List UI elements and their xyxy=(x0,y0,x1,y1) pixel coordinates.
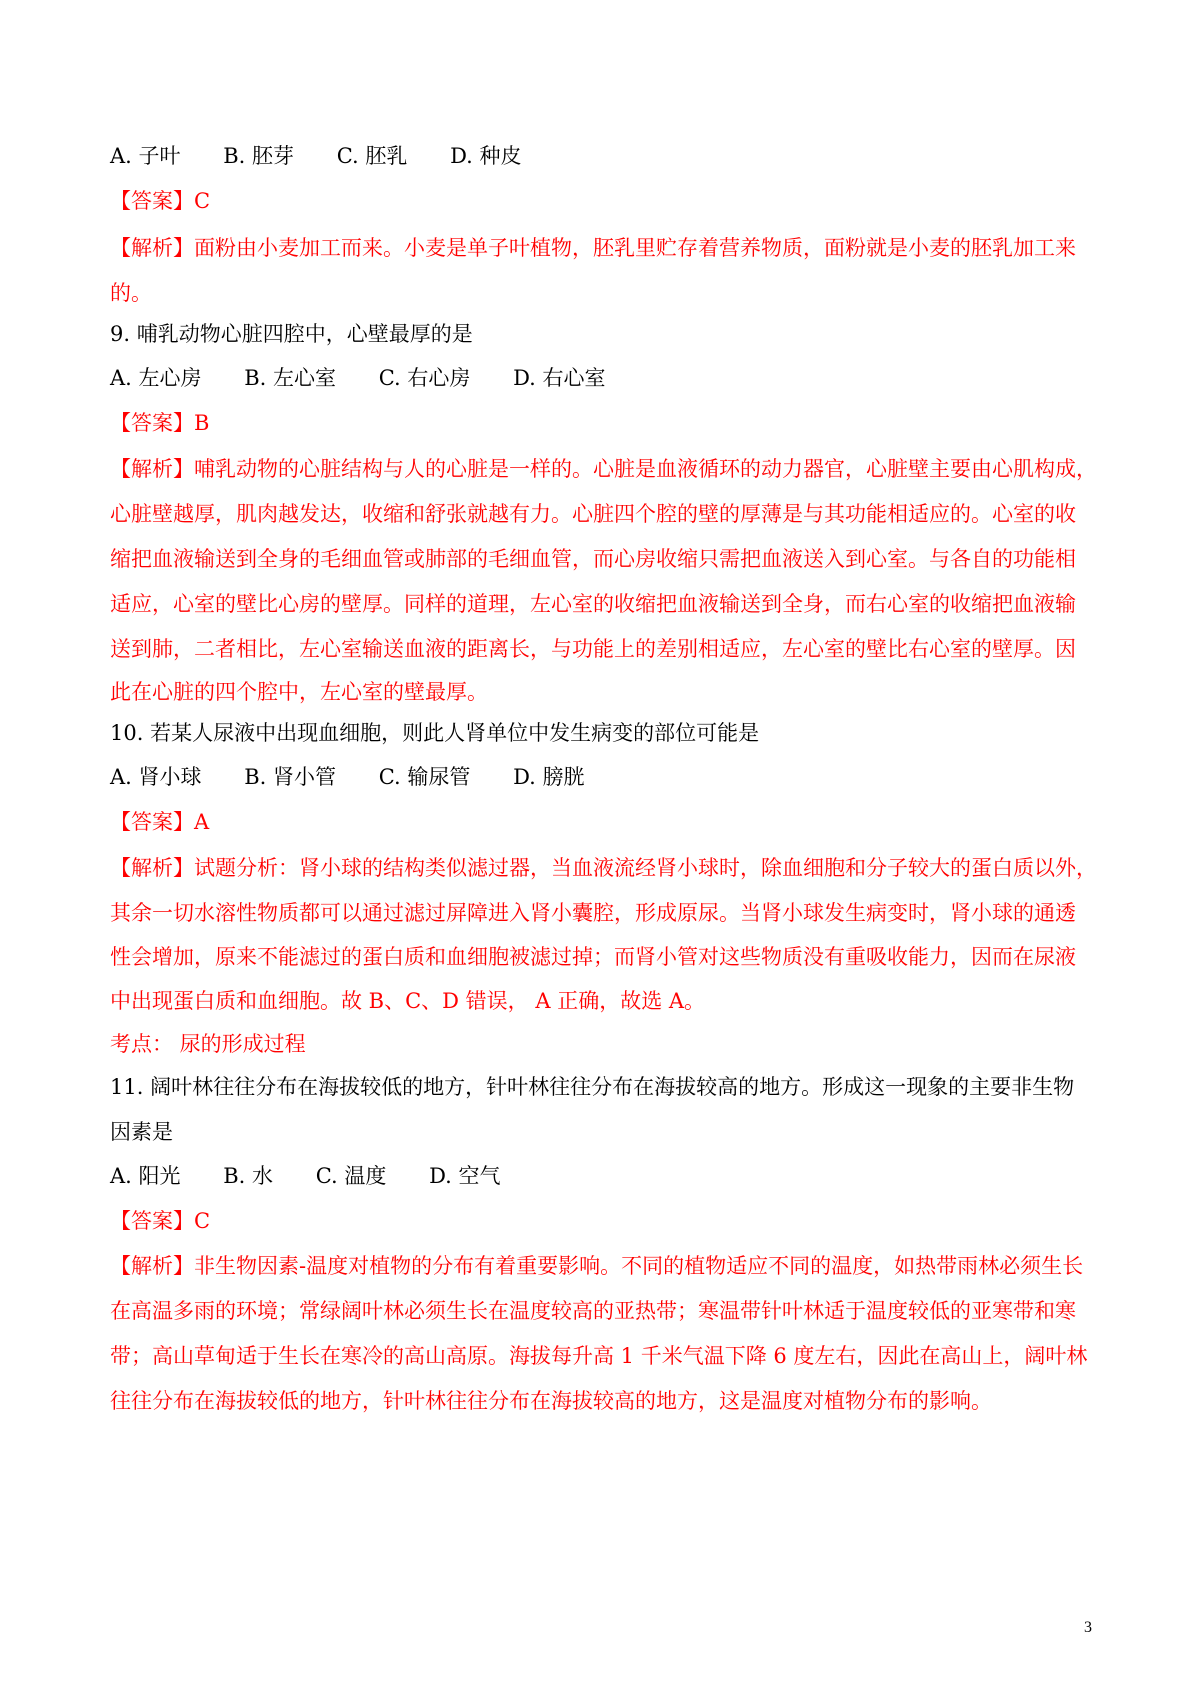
q11-option-a: A. 阳光 xyxy=(110,1164,181,1188)
q10-option-a: A. 肾小球 xyxy=(110,765,202,789)
page-number: 3 xyxy=(1084,1619,1092,1636)
q10-analysis-line: 中出现蛋白质和血细胞。故 B、C、D 错误， A 正确，故选 A。 xyxy=(110,989,706,1013)
q9-analysis-line: 【解析】哺乳动物的心脏结构与人的心脏是一样的。心脏是血液循环的动力器官，心脏壁主要由心肌构成， xyxy=(110,457,1097,481)
q11-answer xyxy=(110,1207,210,1235)
answer-value: C xyxy=(194,189,211,213)
q10-option-c: C. 输尿管 xyxy=(378,765,471,789)
answer-tag: 【答案】 xyxy=(110,411,194,435)
q9-option-a: A. 左心房 xyxy=(110,366,202,390)
q8-options xyxy=(110,142,522,170)
q8-answer xyxy=(110,187,210,215)
q11-stem-line: 因素是 xyxy=(110,1120,173,1144)
answer-value: C xyxy=(194,1209,211,1233)
answer-value: B xyxy=(194,411,210,435)
q8-option-a: A. 子叶 xyxy=(110,144,181,168)
q11-stem-line: 11. 阔叶林往往分布在海拔较低的地方，针叶林往往分布在海拔较高的地方。形成这一现象的主要非生物 xyxy=(110,1075,1075,1099)
q10-analysis-line: 其余一切水溶性物质都可以通过滤过屏障进入肾小囊腔，形成原尿。当肾小球发生病变时，肾小球的通透 xyxy=(110,901,1076,925)
q9-option-b: B. 左心室 xyxy=(244,366,337,390)
answer-tag: 【答案】 xyxy=(110,1209,194,1233)
q9-option-d: D. 右心室 xyxy=(513,366,606,390)
q9-analysis-line: 缩把血液输送到全身的毛细血管或肺部的毛细血管，而心房收缩只需把血液送入到心室。与各自的功能相 xyxy=(110,547,1076,571)
q10-option-d: D. 膀胱 xyxy=(513,765,585,789)
q9-options xyxy=(110,364,606,392)
q10-kaodian: 考点： 尿的形成过程 xyxy=(110,1032,306,1056)
q10-analysis-line: 【解析】试题分析：肾小球的结构类似滤过器，当血液流经肾小球时，除血细胞和分子较大的蛋白质以外， xyxy=(110,856,1097,880)
answer-tag: 【答案】 xyxy=(110,189,194,213)
q11-options xyxy=(110,1162,501,1190)
q10-option-b: B. 肾小管 xyxy=(244,765,337,789)
q8-analysis-line: 的。 xyxy=(110,281,152,305)
q9-analysis-line: 适应，心室的壁比心房的壁厚。同样的道理，左心室的收缩把血液输送到全身，而右心室的收缩把血液输 xyxy=(110,592,1076,616)
q9-analysis-line: 送到肺，二者相比，左心室输送血液的距离长，与功能上的差别相适应，左心室的壁比右心室的壁厚。因 xyxy=(110,637,1076,661)
q9-analysis-line: 此在心脏的四个腔中，左心室的壁最厚。 xyxy=(110,680,488,704)
q8-option-d: D. 种皮 xyxy=(450,144,522,168)
q9-option-c: C. 右心房 xyxy=(378,366,471,390)
q8-option-b: B. 胚芽 xyxy=(223,144,295,168)
q11-option-d: D. 空气 xyxy=(429,1164,501,1188)
q9-answer xyxy=(110,409,209,437)
q11-option-b: B. 水 xyxy=(223,1164,274,1188)
q9-stem: 9. 哺乳动物心脏四腔中，心壁最厚的是 xyxy=(110,322,473,346)
q11-analysis-line: 【解析】非生物因素-温度对植物的分布有着重要影响。不同的植物适应不同的温度，如热带雨林必须生长 xyxy=(110,1254,1084,1278)
q9-analysis-line: 心脏壁越厚，肌肉越发达，收缩和舒张就越有力。心脏四个腔的壁的厚薄是与其功能相适应的。心室的收 xyxy=(110,502,1076,526)
q8-analysis-line: 【解析】面粉由小麦加工而来。小麦是单子叶植物，胚乳里贮存着营养物质，面粉就是小麦的胚乳加工来 xyxy=(110,236,1076,260)
answer-tag: 【答案】 xyxy=(110,810,194,834)
q11-analysis-line: 往往分布在海拔较低的地方，针叶林往往分布在海拔较高的地方，这是温度对植物分布的影响。 xyxy=(110,1389,992,1413)
q10-stem: 10. 若某人尿液中出现血细胞，则此人肾单位中发生病变的部位可能是 xyxy=(110,721,760,745)
q10-options xyxy=(110,763,585,791)
q10-answer xyxy=(110,808,209,836)
q11-analysis-line: 带；高山草甸适于生长在寒冷的高山高原。海拔每升高 1 千米气温下降 6 度左右，因此在高山上，阔叶林 xyxy=(110,1344,1088,1368)
q10-analysis-line: 性会增加，原来不能滤过的蛋白质和血细胞被滤过掉；而肾小管对这些物质没有重吸收能力，因而在尿液 xyxy=(110,945,1076,969)
q11-analysis-line: 在高温多雨的环境；常绿阔叶林必须生长在温度较高的亚热带；寒温带针叶林适于温度较低的亚寒带和寒 xyxy=(110,1299,1076,1323)
q11-option-c: C. 温度 xyxy=(315,1164,387,1188)
answer-value: A xyxy=(194,810,210,834)
q8-option-c: C. 胚乳 xyxy=(336,144,408,168)
